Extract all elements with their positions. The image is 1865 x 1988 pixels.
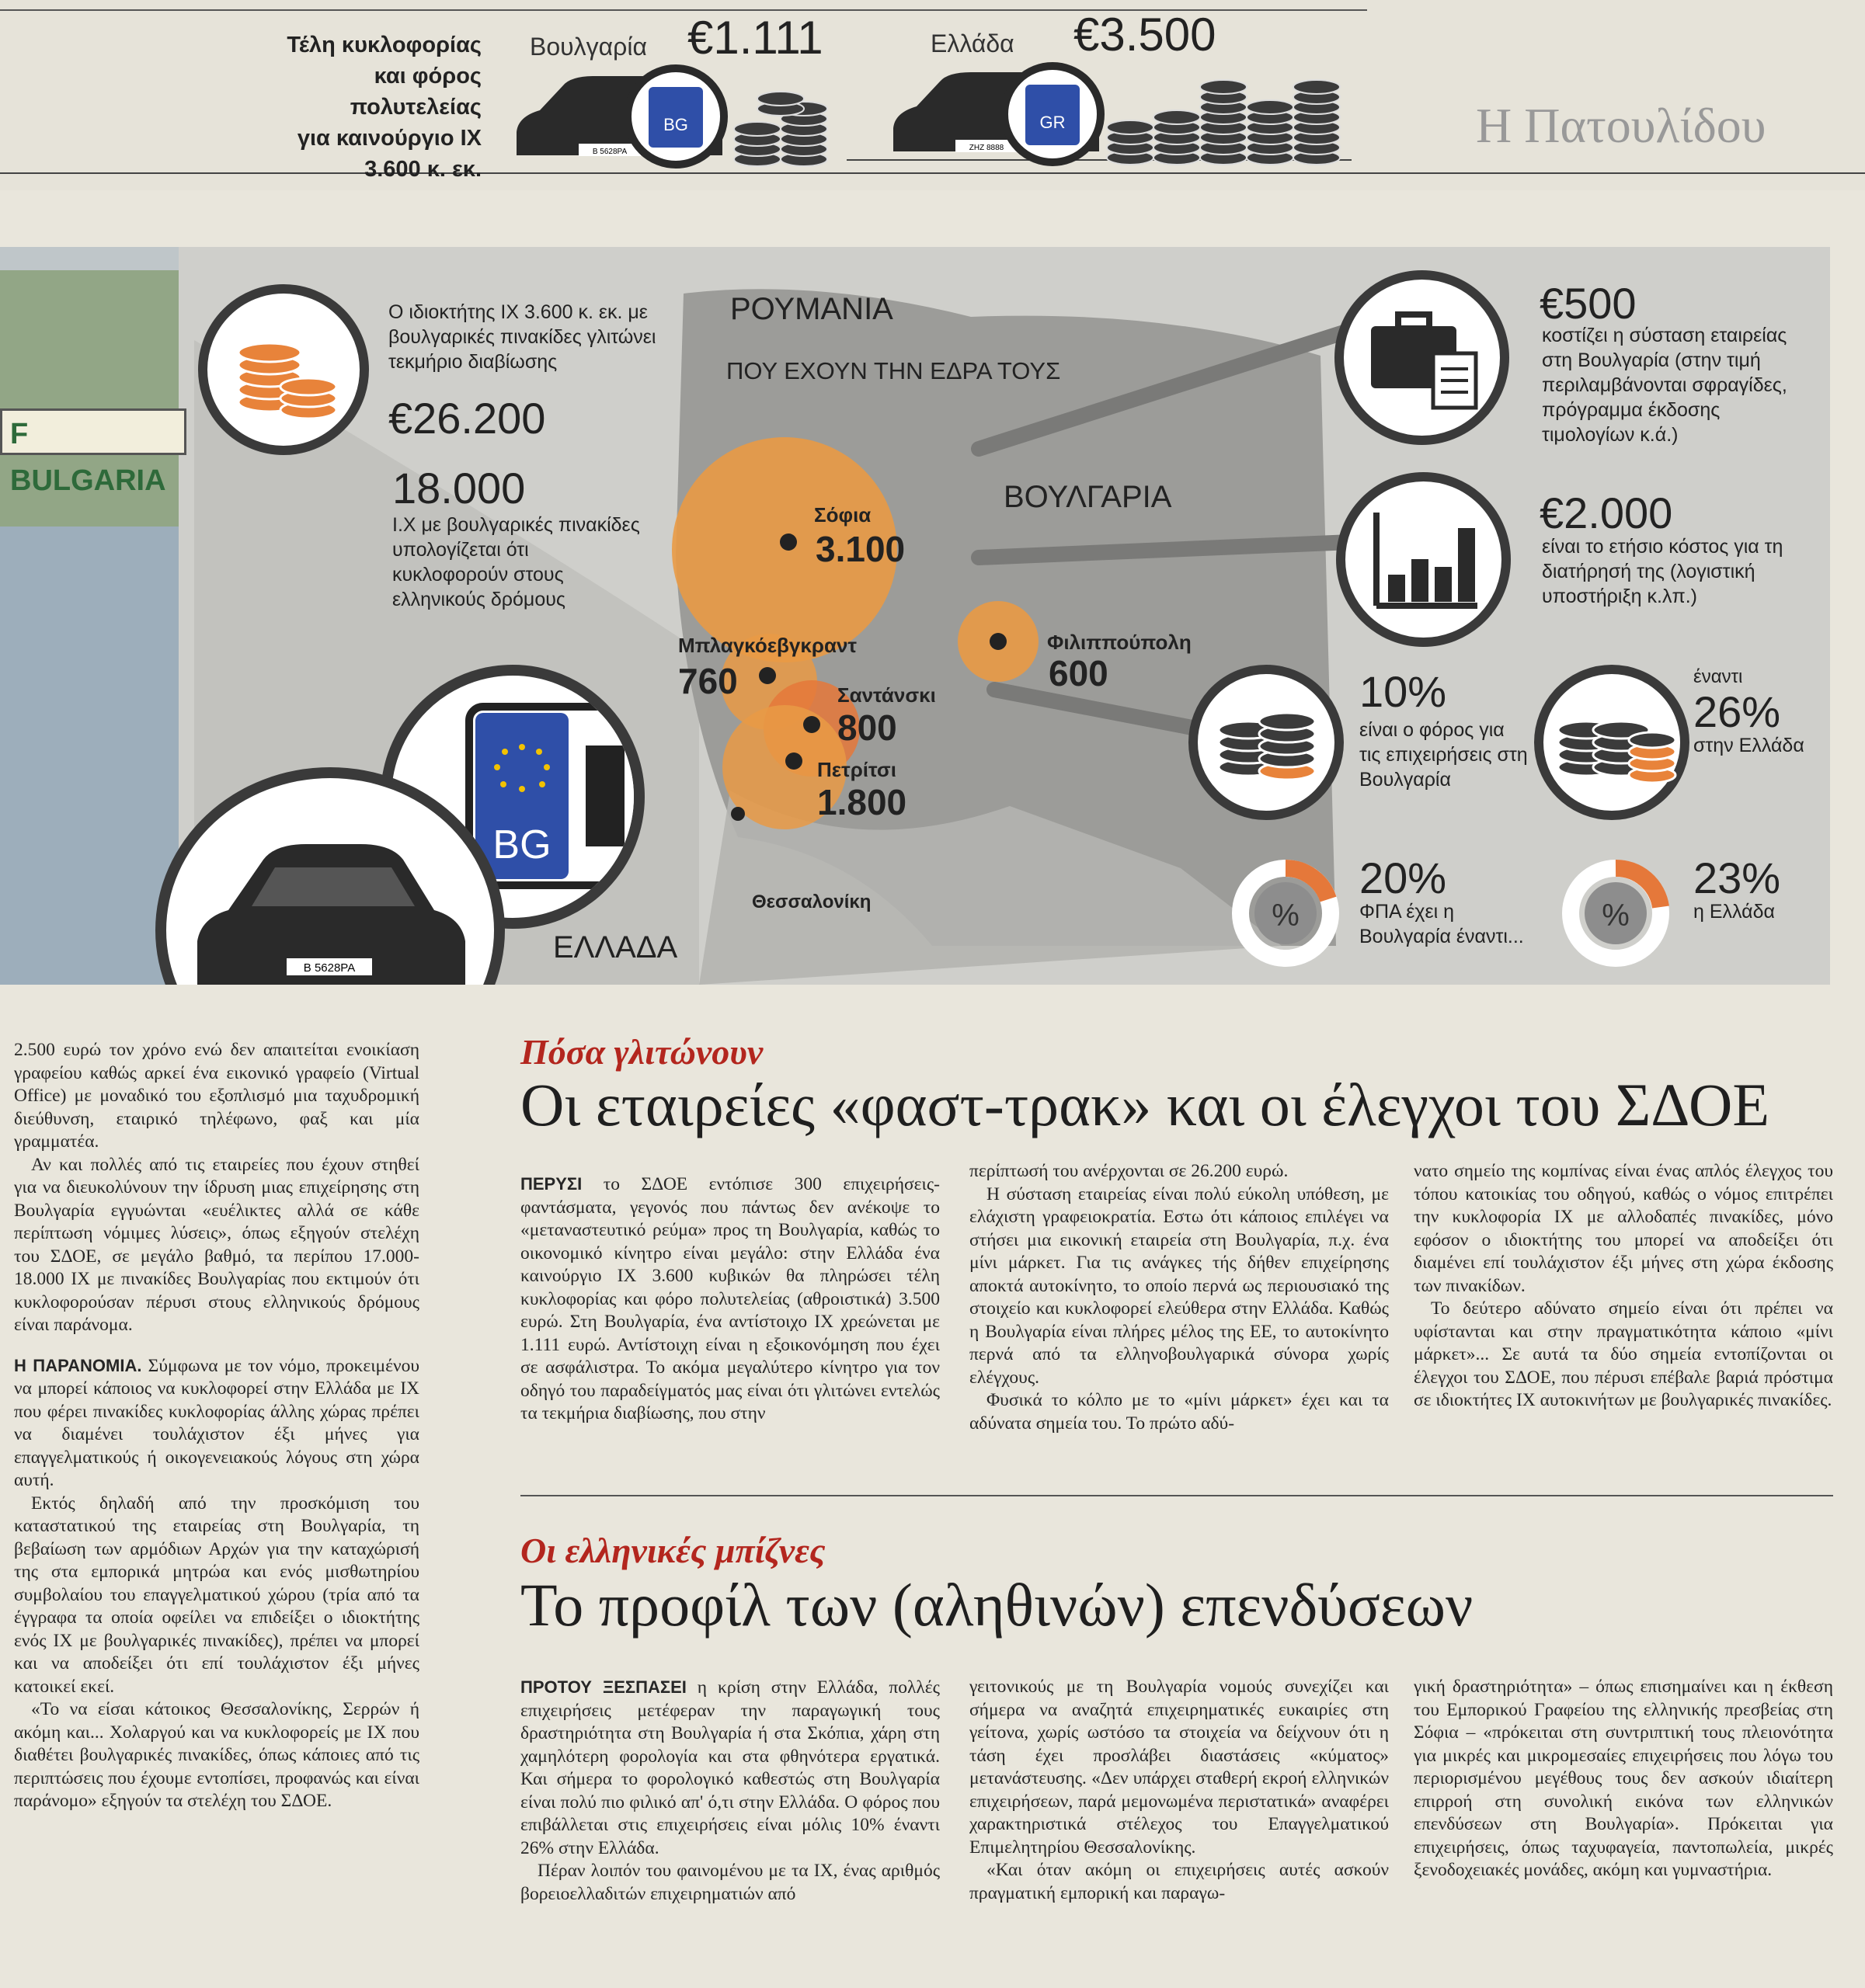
annual-amount: €2.000 [1540,488,1673,537]
paragraph: Φυσικά το κόλπο με το «μίνι μάρκετ» έχει και τα αδύνατα σημεία του. Το πρώτο αδύ- [969,1390,1389,1434]
paragraph: 2.500 ευρώ τον χρόνο ενώ δεν απαιτείται ενοικίαση γραφείου καθώς αρκεί ένα εικονικό γραφείο (Virtual Office) με μοναδικό του εξοπλισμό μια ταχυδρομική διεύθυνση, εταιρικό τηλέφωνο, φαξ και μία γραμματέα. [14,1040,419,1152]
paragraph: «Το να είσαι κάτοικος Θεσσαλονίκης, Σερρών ή ακόμη και... Χολαργού και να κυκλοφορείς με ΙΧ που διαθέτει βουλγαρικές πινακίδες, όπως κάποιες από τις περιπτώσεις που έχουμε εντοπίσει, προφανώς και είναι παράνομο» εξηγούν τα στελέχη του ΣΔΟΕ. [14,1699,419,1811]
svg-text:%: % [1602,898,1630,933]
paragraph: γειτονικούς με τη Βουλγαρία νομούς συνεχίζει και σήμερα να αναζητά επιχειρηματικές ευκαιρίες στη γείτονα, χωρίς ωστόσο τα στοιχεία να δείχνουν ότι η τάση έχει προσλάβει διαστάσεις «κύματος» μετανάστευσης. «Δεν υπάρχει σταθερή εκροή ελληνικών επιχειρήσεων, παρά μεμονωμένα περιστατικά» αναφέρει χαρακτηριστικά στέλεχος του Επαγγελματικού Επιμελητηρίου Θεσσαλονίκης. [969,1677,1389,1858]
bar-chart-icon [1345,481,1501,637]
article2-column-2 [520,1676,940,1906]
city-value-plovdiv: 600 [1049,653,1108,693]
barchart-circle [1336,472,1511,647]
article2-column-3 [969,1676,1389,1905]
tax-gr-circle [1534,665,1689,820]
lead-in: Η ΠΑΡΑΝΟΜΙΑ. [14,1355,142,1375]
bulgaria-sign: F BULGARIA [0,408,186,455]
owner-text: Ο ιδιοκτήτης ΙΧ 3.600 κ. εκ. με βουλγαρικές πινακίδες γλιτώνει τεκμήριο διαβίωσης [388,301,656,373]
section-divider [520,1495,1833,1496]
cost-text: κοστίζει η σύσταση εταιρείας στη Βουλγαρία (στην τιμή περιλαμβάνονται σφραγίδες, πρόγραμμα έκδοσης τιμολογίων κ.ά.) [1542,325,1787,446]
city-value-petritsi: 1.800 [817,782,907,822]
svg-text:%: % [1272,898,1300,933]
article2-column-4 [1414,1676,1833,1882]
gr-country-label: Ελλάδα [931,30,1014,57]
hq-title: ΠΟΥ ΕΧΟΥΝ ΤΗΝ ΕΔΡΑ ΤΟΥΣ [726,357,1061,384]
dark-coins-icon [1198,674,1334,811]
gr-car-coins-graphic [889,58,1355,175]
bg-fee-price: €1.111 [687,12,823,64]
city-name-petritsi: Πετρίτσι [817,758,896,781]
briefcase-document-icon [1344,280,1499,435]
city-name-plovdiv: Φιλιππούπολη [1047,631,1192,654]
paragraph: ΠΕΡΥΣΙ το ΣΔΟΕ εντόπισε 300 επιχειρήσεις-φαντάσματα, γεγονός που πάντως δεν ανέκοψε το «μεταναστευτικό ρεύμα» προς τη Βουλγαρία, καθώς το οικονομικό κίνητρο είναι μεγάλο: στην Ελλάδα ένα καινούργιο ΙΧ 3.600 κυβικών θα πληρώσει τέλη κυκλοφορίας και φόρο πολυτελείας (αθροιστικά) 3.500 ευρώ. Στη Βουλγαρία, ένα αντίστοιχο ΙΧ χρεώνεται με 1.111 ευρώ. Αντίστοιχη είναι η εξοικονόμηση που έχει σε ασφάλιστρα. Το ακόμα μεγαλύτερο κίνητρο για τον οδηγό του παραδείγματός μας είναι ότι γλιτώνει εντελώς τα τεκμήρια διαβίωσης, που στην [520,1174,941,1423]
article1-column-2 [520,1173,940,1426]
thessaloniki-dot [731,807,745,821]
article1-column-1 [14,1039,419,1813]
paragraph: Η σύσταση εταιρείας είναι πολύ εύκολη υπόθεση, με ελάχιστη γραφειοκρατία. Εστω ότι κάποιος επιλέγει να στήσει μια εικονική εταιρεία στη Βουλγαρία, π.χ. ένα μίνι μάρκετ. Για τις ανάγκες τής δήθεν επιχείρησης αποκτά αυτοκίνητο, το οποίο περνά ως περιουσιακό της στοιχείο και κυκλοφορεί ελεύθερα στην Ελλάδα. Καθώς η Βουλγαρία είναι πλήρες μέλος της ΕΕ, το αυτοκίνητο περνά από τα ελληνοβουλγαρικά σύνορα χωρίς ελέγχους. [969,1183,1389,1388]
vat-gr-value: 23% [1693,853,1781,902]
vat-bg-pie-icon [1231,859,1340,968]
tax-gr-text: στην Ελλάδα [1693,735,1804,756]
city-name-thessaloniki: Θεσσαλονίκη [752,891,872,912]
paragraph: ΠΡΟΤΟΥ ΞΕΣΠΑΣΕΙ η κρίση στην Ελλάδα, πολλές επιχειρήσεις μετέφεραν την παραγωγική τους δραστηριότητα στη Βουλγαρία ή στα Σκόπια, χάρη στη χαμηλότερη φορολογία και στα φθηνότερα εργατικά. Και σήμερα το φορολογικό καθεστώς στη Βουλγαρία είναι πολύ πιο φιλικό απ' ό,τι στην Ελλάδα. Ο φόρος που επιβάλλεται στις επιχειρήσεις είναι μόλις 10% έναντι 26% στην Ελλάδα. [520,1677,940,1858]
car-icon [166,794,492,985]
top-strip [0,0,1865,190]
article1-column-3 [969,1160,1389,1435]
tax-bg-text: είναι ο φόρος για τις επιχειρήσεις στη Βουλγαρία [1359,719,1528,791]
tax-bg-circle [1188,665,1344,820]
gr-fee-price: €3.500 [1073,9,1216,61]
city-name-sofia: Σόφια [814,503,872,527]
city-value-sofia: 3.100 [816,529,906,569]
paragraph: Πέραν λοιπόν του φαινομένου με τα ΙΧ, ένας αριθμός βορειοελλαδιτών επιχειρηματιών από [520,1861,940,1904]
city-name-blagoevgrad: Μπλαγκόεβγκραντ [678,634,858,657]
paragraph: νατο σημείο της κομπίνας είναι ένας απλός έλεγχος του τόπου κατοικίας του οδηγού, καθώς ο νόμος επιτρέπει την κυκλοφορία ΙΧ με αλλοδαπές πινακίδες, μόνο εφόσον ο ιδιοκτήτης του μπορεί να αποδείξει ότι διαμένει επί τουλάχιστον έξι μήνες στη χώρα έκδοσης των πινακίδων. [1414,1161,1833,1296]
side-column-header: Η Πατουλίδου [1476,98,1766,153]
article1-kicker: Πόσα γλιτώνουν [520,1032,764,1072]
cars-amount: 18.000 [392,464,526,513]
city-name-sandanski: Σαντάνσκι [837,683,936,707]
tax-gr-value: 26% [1693,687,1781,736]
lead-in: ΠΕΡΥΣΙ [520,1174,583,1194]
cost-amount: €500 [1540,279,1637,328]
greece-label: ΕΛΛΑΔΑ [553,930,678,964]
car-circle [155,767,505,985]
svg-text:ΖΗΖ 8888: ΖΗΖ 8888 [969,144,1004,152]
coin-stack-icon [734,92,827,166]
svg-text:GR: GR [1039,113,1066,132]
paragraph: Το δεύτερο αδύνατο σημείο είναι ότι πρέπει να υφίστανται και στην πραγματικότητα κάποιο «μίνι μάρκετ»... Σε αυτά τα δύο σημεία εντοπίζονται οι έλεγχοι του ΣΔΟΕ, που πέρυσι επέβαλε βαριά πρόστιμα σε ιδιοκτήτες ΙΧ αυτοκινήτων με βουλγαρικές πινακίδες. [1414,1298,1833,1410]
romania-label: ΡΟΥΜΑΝΙΑ [730,292,893,326]
svg-text:BG: BG [663,115,688,134]
orange-coins-icon [207,294,360,446]
fee-caption: Τέλη κυκλοφορίας και φόρος πολυτελείας για καινούργιο ΙΧ 3.600 κ. εκ. [287,33,482,182]
paragraph: Η ΠΑΡΑΝΟΜΙΑ. Σύμφωνα με τον νόμο, προκειμένου να μπορεί κάποιος να κυκλοφορεί στην Ελλάδα με ΙΧ που φέρει πινακίδες κυκλοφορίας άλλης χώρας πρέπει να διαμένει τουλάχιστον έξι μήνες για επαγγελματικούς ή οικογενειακούς λόγους στη χώρα αυτή. [14,1355,419,1490]
article2-kicker: Οι ελληνικές μπίζνες [520,1531,826,1570]
paragraph: Εκτός δηλαδή από την προσκόμιση του καταστατικού της εταιρείας στη Βουλγαρία, τη βεβαίωση των αρμόδιων Αρχών για την καταχώρισή της στα εμπορικά μητρώα και ενός μισθωτηρίου συμβολαίου του επαγγελματικού χώρου (τρία από τα έγγραφα τα οποία οφείλει να επιδείξει ο ιδιοκτήτης ενός ΙΧ με βουλγαρικές πινακίδες), πρέπει να μπορεί και να αποδείξει ότι επί τουλάχιστον έξι μήνες κατοικεί εκεί. [14,1493,419,1697]
vat-gr-pie-icon [1561,859,1670,968]
tax-gr-pre: έναντι [1693,666,1743,687]
dark-coins-icon [1543,674,1680,811]
vat-bg-text: ΦΠΑ έχει η Βουλγαρία έναντι... [1359,901,1524,947]
lead-in: ΠΡΟΤΟΥ ΞΕΣΠΑΣΕΙ [520,1677,687,1697]
owner-amount: €26.200 [388,394,546,443]
vat-gr-text: η Ελλάδα [1693,901,1775,923]
article1-headline: Οι εταιρείες «φαστ-τρακ» και οι έλεγχοι του ΣΔΟΕ [520,1071,1769,1138]
annual-text: είναι το ετήσιο κόστος για τη διατήρησή της (λογιστική υποστήριξη κ.λπ.) [1542,536,1783,607]
bg-car-coins-graphic [509,62,851,175]
svg-text:B 5628PA: B 5628PA [303,961,356,975]
briefcase-circle [1334,270,1509,445]
article2-headline: Το προφίλ των (αληθινών) επενδύσεων [520,1571,1474,1639]
svg-text:B 5628PA: B 5628PA [592,148,628,156]
paragraph: «Και όταν ακόμη οι επιχειρήσεις αυτές ασκούν πραγματική εμπορική και παραγω- [969,1860,1389,1903]
paragraph: Αν και πολλές από τις εταιρείες που έχουν στηθεί για να διευκολύνουν την ίδρυση μιας επιχείρησης στη Βουλγαρία εγγυώνται «ευέλικτες αλλά σε κάθε περίπτωση νόμιμες λύσεις», όπως εξηγούν στελέχη του ΣΔΟΕ, σε μεγάλο βαθμό, τα περίπου 17.000-18.000 ΙΧ με πινακίδες Βουλγαρίας που εκτιμούν ότι κυκλοφορούσαν πέρυσι στους ελληνικούς δρόμους είναι παράνομα. [14,1154,419,1335]
bulgaria-label: ΒΟΥΛΓΑΡΙΑ [1004,480,1172,514]
tax-bg-value: 10% [1359,667,1447,716]
article1-column-4 [1414,1160,1833,1413]
city-value-blagoevgrad: 760 [678,661,738,701]
infographic [0,247,1830,985]
city-value-sandanski: 800 [837,707,897,748]
cars-text: Ι.Χ με βουλγαρικές πινακίδες υπολογίζεται ότι κυκλοφορούν στους ελληνικούς δρόμους [392,514,640,610]
paragraph: περίπτωσή του ανέρχονται σε 26.200 ευρώ. [969,1161,1289,1181]
vat-bg-value: 20% [1359,853,1447,902]
svg-text:BG: BG [492,822,551,867]
bg-country-label: Βουλγαρία [530,33,647,61]
paragraph: γική δραστηριότητα» – όπως επισημαίνει και η έκθεση του Εμπορικού Γραφείου της ελληνικής πρεσβείας στη Σόφια – «πρόκειται στη συντριπτική τους πλειονότητα για μικρές και μικρομεσαίες επιχειρήσεις που λόγω του περιορισμένου μεγέθους τους δεν ασκούν ιδιαίτερη επιρροή στη συνολική εικόνα των ελληνικών επενδύσεων στη Βουλγαρία». Πρόκειται για επιχειρήσεις, όπως ταχυφαγεία, παντοπωλεία, μικρές ξενοδοχειακές μονάδες, ακόμη και γυμναστήρια. [1414,1677,1833,1880]
coins-circle [198,284,369,455]
coin-stack-icon [1107,80,1340,165]
